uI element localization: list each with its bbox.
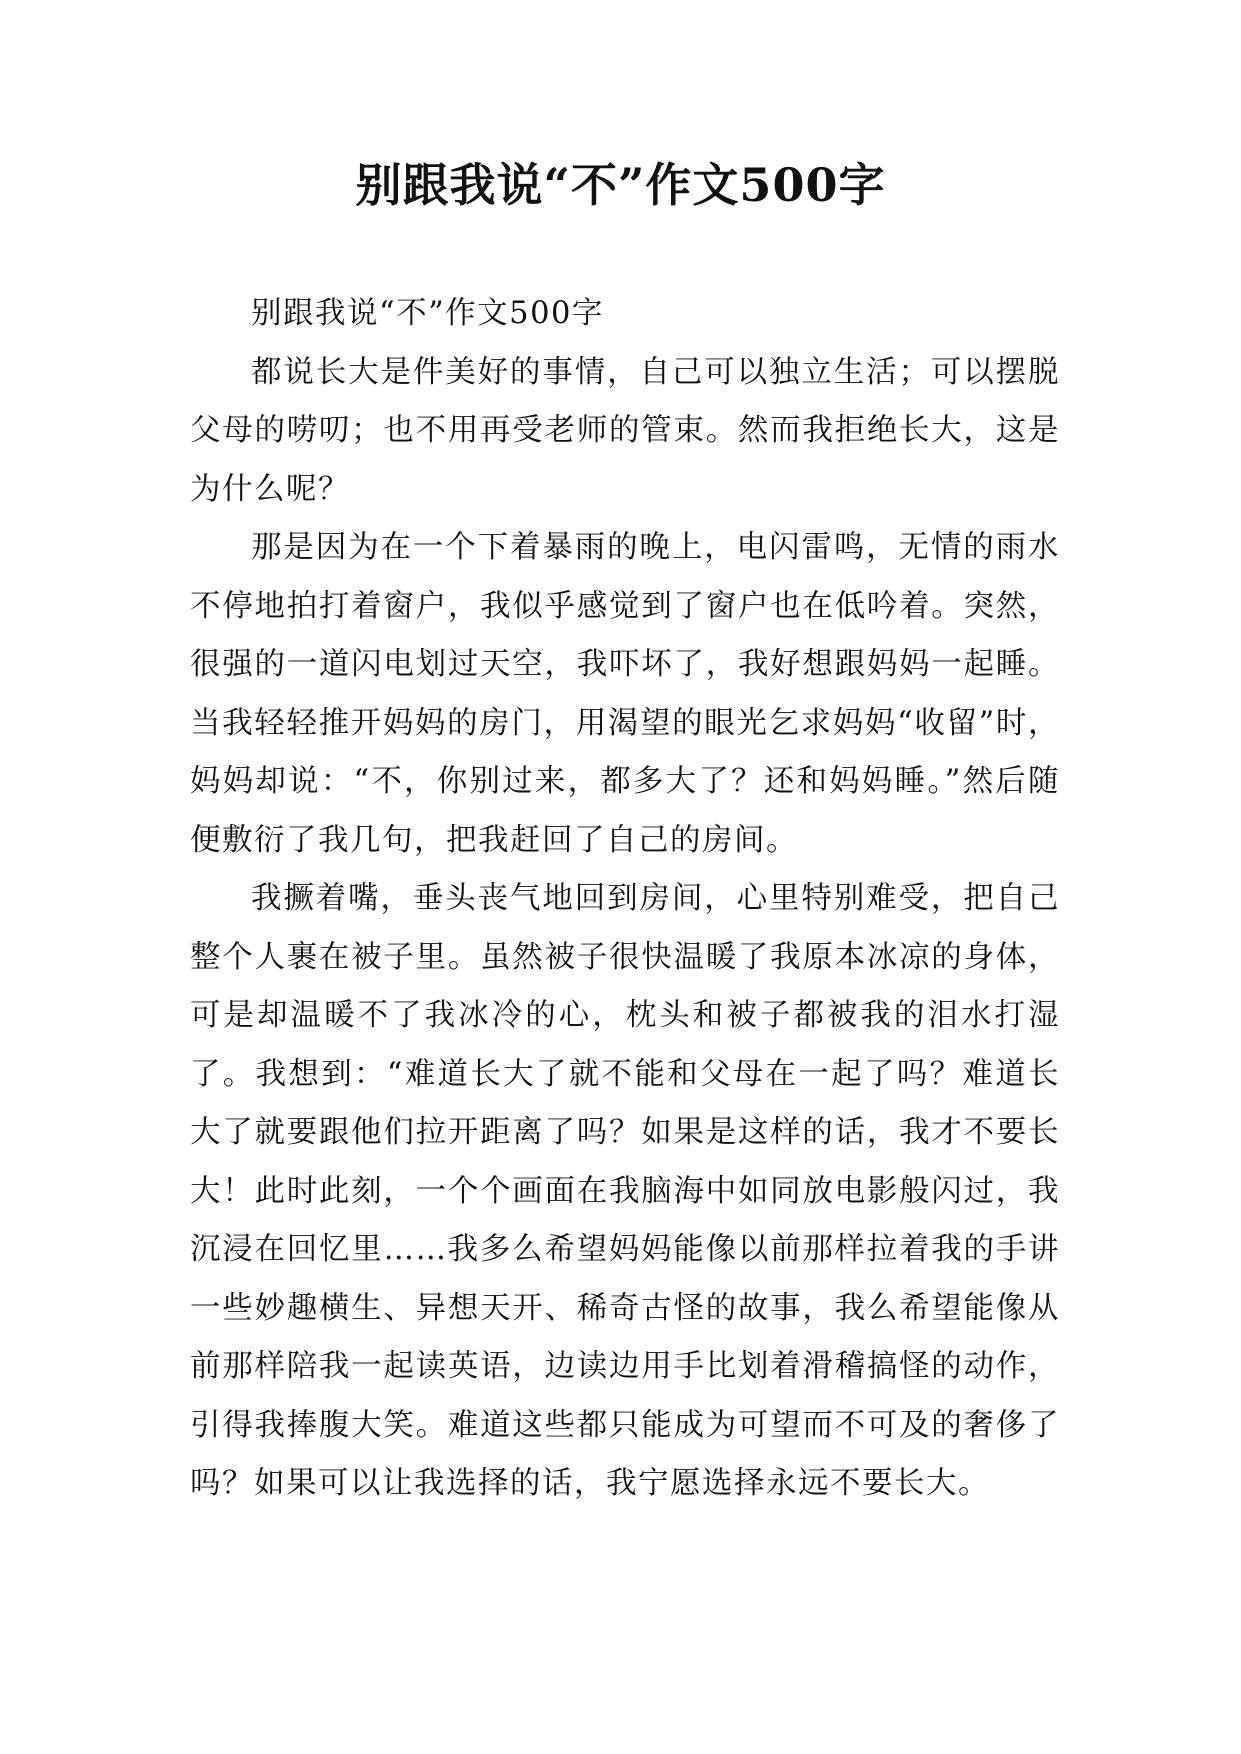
document-title: 别跟我说“不”作文500字 <box>355 158 886 212</box>
paragraph-reflection: 我撅着嘴，垂头丧气地回到房间，心里特别难受，把自己整个人裹在被子里。虽然被子很快温暖了我原本冰凉的身体，可是却温暖不了我冰冷的心，枕头和被子都被我的泪水打湿了。我想到：“难道长大了就不能和父母在一起了吗？难道长大了就要跟他们拉开距离了吗？如果是这样的话，我才不要长大！此时此刻，一个个画面在我脑海中如同放电影般闪过，我沉浸在回忆里……我多么希望妈妈能像以前那样拉着我的手讲一些妙趣横生、异想天开、稀奇古怪的故事，我么希望能像从前那样陪我一起读英语，边读边用手比划着滑稽搞怪的动作，引得我捧腹大笑。难道这些都只能成为可望而不可及的奢侈了吗？如果可以让我选择的话，我宁愿选择永远不要长大。 <box>190 881 1060 1501</box>
paragraph-intro: 都说长大是件美好的事情，自己可以独立生活；可以摆脱父母的唠叨；也不用再受老师的管束。然而我拒绝长大，这是为什么呢？ <box>190 354 1060 507</box>
paragraph-subtitle: 别跟我说“不”作文500字 <box>251 296 604 331</box>
paragraph-storm-night: 那是因为在一个下着暴雨的晚上，电闪雷鸣，无情的雨水不停地拍打着窗户，我似乎感觉到了窗户也在低吟着。突然，很强的一道闪电划过天空，我吓坏了，我好想跟妈妈一起睡。当我轻轻推开妈妈的房门，用渴望的眼光乞求妈妈“收留”时，妈妈却说：“不，你别过来，都多大了？还和妈妈睡。”然后随便敷衍了我几句，把我赶回了自己的房间。 <box>190 530 1060 858</box>
document-body <box>190 285 1060 1514</box>
